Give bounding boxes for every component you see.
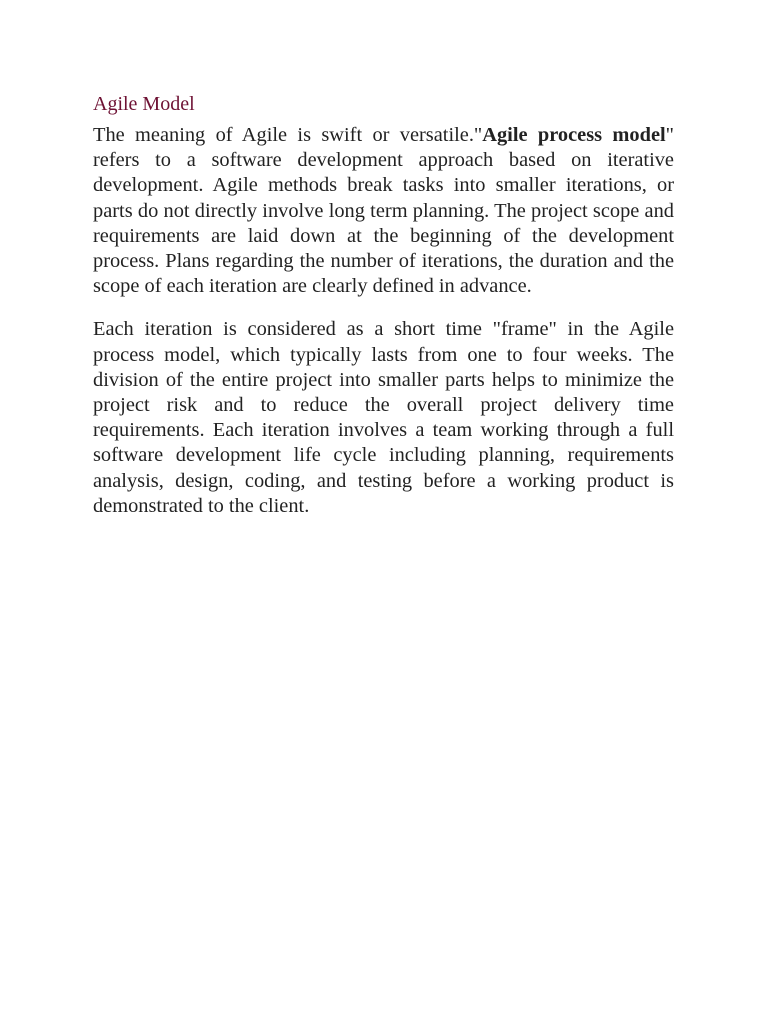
document-heading: Agile Model bbox=[93, 93, 195, 115]
document-body bbox=[93, 90, 674, 537]
bold-term-agile-process-model: Agile process model bbox=[482, 124, 666, 146]
paragraph-intro-rest: " refers to a software development approach based on iterative development. Agile methods break tasks into smaller iterations, or parts do not directly involve long term planning. The project scope and requirements are laid down at the beginning of the development process. Plans regarding the number of iterations, the duration and the scope of each iteration are clearly defined in advance. bbox=[93, 124, 674, 298]
paragraph-iterations: Each iteration is considered as a short time "frame" in the Agile process model, which typically lasts from one to four weeks. The division of the entire project into smaller parts helps to minimize the project risk and to reduce the overall project delivery time requirements. Each iteration involves a team working through a full software development life cycle including planning, requirements analysis, design, coding, and testing before a working product is demonstrated to the client. bbox=[93, 318, 674, 517]
paragraph-intro bbox=[93, 123, 674, 299]
paragraph-intro-start: The meaning of Agile is swift or versatile." bbox=[93, 124, 483, 146]
